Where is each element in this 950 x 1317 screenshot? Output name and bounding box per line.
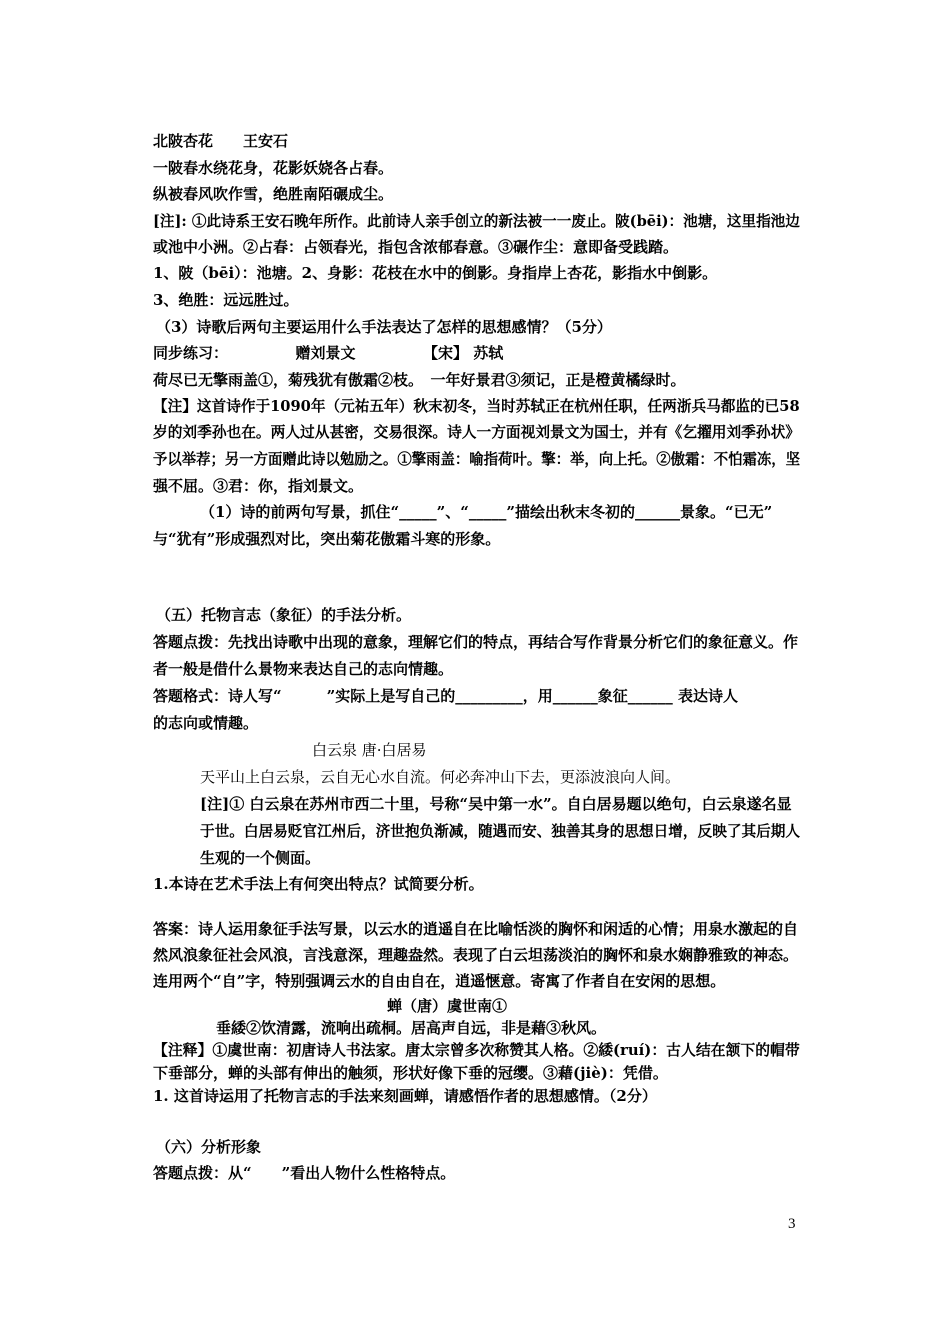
section-heading: （六）分析形象 bbox=[156, 1138, 262, 1156]
poem-line: 荷尽已无擎雨盖①，菊残犹有傲霜②枝。 一年好景君③须记，正是橙黄橘绿时。 bbox=[153, 371, 686, 389]
answer-line: 答案：诗人运用象征手法写景，以云水的逍遥自在比喻恬淡的胸怀和闲适的心情；用泉水激起的自 bbox=[153, 920, 799, 938]
question-line: （3）诗歌后两句主要运用什么手法表达了怎样的思想感情？（5分） bbox=[156, 318, 612, 336]
answer-line: 然风浪象征社会风浪，言浅意深，理趣盎然。表现了白云坦荡淡泊的胸怀和泉水娴静雅致的神态。 bbox=[153, 946, 799, 964]
tip-line: 答题点拨：从“ ”看出人物什么性格特点。 bbox=[153, 1164, 456, 1182]
poem-title-line: 白云泉 唐·白居易 bbox=[312, 741, 427, 759]
answer-line: 连用两个“自”字，特别强调云水的自由自在，逍遥惬意。寄寓了作者自在安闲的思想。 bbox=[153, 972, 726, 990]
note-line: 【注】这首诗作于1090年（元祐五年）秋末初冬，当时苏轼正在杭州任职，任两浙兵马都监的已58 bbox=[153, 397, 800, 415]
note-line: [注]① 白云泉在苏州市西二十里，号称“吴中第一水”。自白居易题以绝句，白云泉遂名显 bbox=[200, 795, 792, 813]
note-line: 于世。白居易贬官江州后，济世抱负渐减，随遇而安、独善其身的思想日增，反映了其后期人 bbox=[200, 822, 801, 840]
page-number: 3 bbox=[788, 1216, 796, 1232]
question-line: 1. 这首诗运用了托物言志的手法来刻画蝉，请感悟作者的思想感情。（2分） bbox=[153, 1087, 657, 1105]
format-line: 的志向或情趣。 bbox=[153, 714, 259, 732]
note-line: 予以举荐；另一方面赠此诗以勉励之。①擎雨盖：喻指荷叶。擎：举，向上托。②傲霜：不怕霜冻，坚 bbox=[153, 450, 801, 468]
note-line: [注]: ①此诗系王安石晚年所作。此前诗人亲手创立的新法被一一废止。陂(bēi)：池塘，这里指池边 bbox=[153, 212, 800, 230]
poem-line: 一陂春水绕花身，花影妖娆各占春。 bbox=[153, 159, 394, 177]
exercise-heading: 同步练习： 赠刘景文 【宋】 苏轼 bbox=[153, 344, 504, 362]
note-line: 1、陂（bēi）：池塘。2、身影：花枝在水中的倒影。身指岸上杏花，影指水中倒影。 bbox=[153, 264, 718, 282]
poem-title-line: 北陂杏花 王安石 bbox=[153, 132, 289, 150]
note-line: 【注释】①虞世南：初唐诗人书法家。唐太宗曾多次称赞其人格。②緌(ruí)：古人结在颔下的帽带 bbox=[153, 1041, 800, 1059]
question-line: 与“犹有”形成强烈对比，突出菊花傲霜斗寒的形象。 bbox=[153, 530, 501, 548]
poem-title-line: 蝉（唐）虞世南① bbox=[387, 997, 508, 1015]
note-line: 或池中小洲。②占春：占领春光，指包含浓郁春意。③碾作尘：意即备受践踏。 bbox=[153, 238, 679, 256]
note-line: 强不屈。③君：你，指刘景文。 bbox=[153, 477, 364, 495]
poem-line: 垂緌②饮清露，流响出疏桐。居高声自远，非是藉③秋风。 bbox=[216, 1019, 607, 1037]
poem-line: 天平山上白云泉，云自无心水自流。何必奔冲山下去，更添波浪向人间。 bbox=[200, 768, 681, 786]
format-line: 答题格式：诗人写“ ”实际上是写自己的_________，用______象征______ 表达诗人 bbox=[153, 687, 738, 705]
note-line: 生观的一个侧面。 bbox=[200, 849, 321, 867]
question-line: 1.本诗在艺术手法上有何突出特点？试简要分析。 bbox=[153, 875, 484, 893]
section-heading: （五）托物言志（象征）的手法分析。 bbox=[156, 606, 412, 624]
note-line: 3、绝胜：远远胜过。 bbox=[153, 291, 299, 309]
tip-line: 者一般是借什么景物来表达自己的志向情趣。 bbox=[153, 660, 454, 678]
question-line: （1）诗的前两句写景，抓住“_____”、“_____”描绘出秋末冬初的______景象。“已无” bbox=[200, 503, 773, 521]
poem-line: 纵被春风吹作雪，绝胜南陌碾成尘。 bbox=[153, 185, 394, 203]
tip-line: 答题点拨：先找出诗歌中出现的意象，理解它们的特点，再结合写作背景分析它们的象征意义。作 bbox=[153, 633, 799, 651]
note-line: 下垂部分，蝉的头部有伸出的触须，形状好像下垂的冠缨。③藉(jiè)：凭借。 bbox=[153, 1064, 668, 1082]
note-line: 岁的刘季孙也在。两人过从甚密，交易很深。诗人一方面视刘景文为国士，并有《乞擢用刘季孙状》 bbox=[153, 423, 801, 441]
